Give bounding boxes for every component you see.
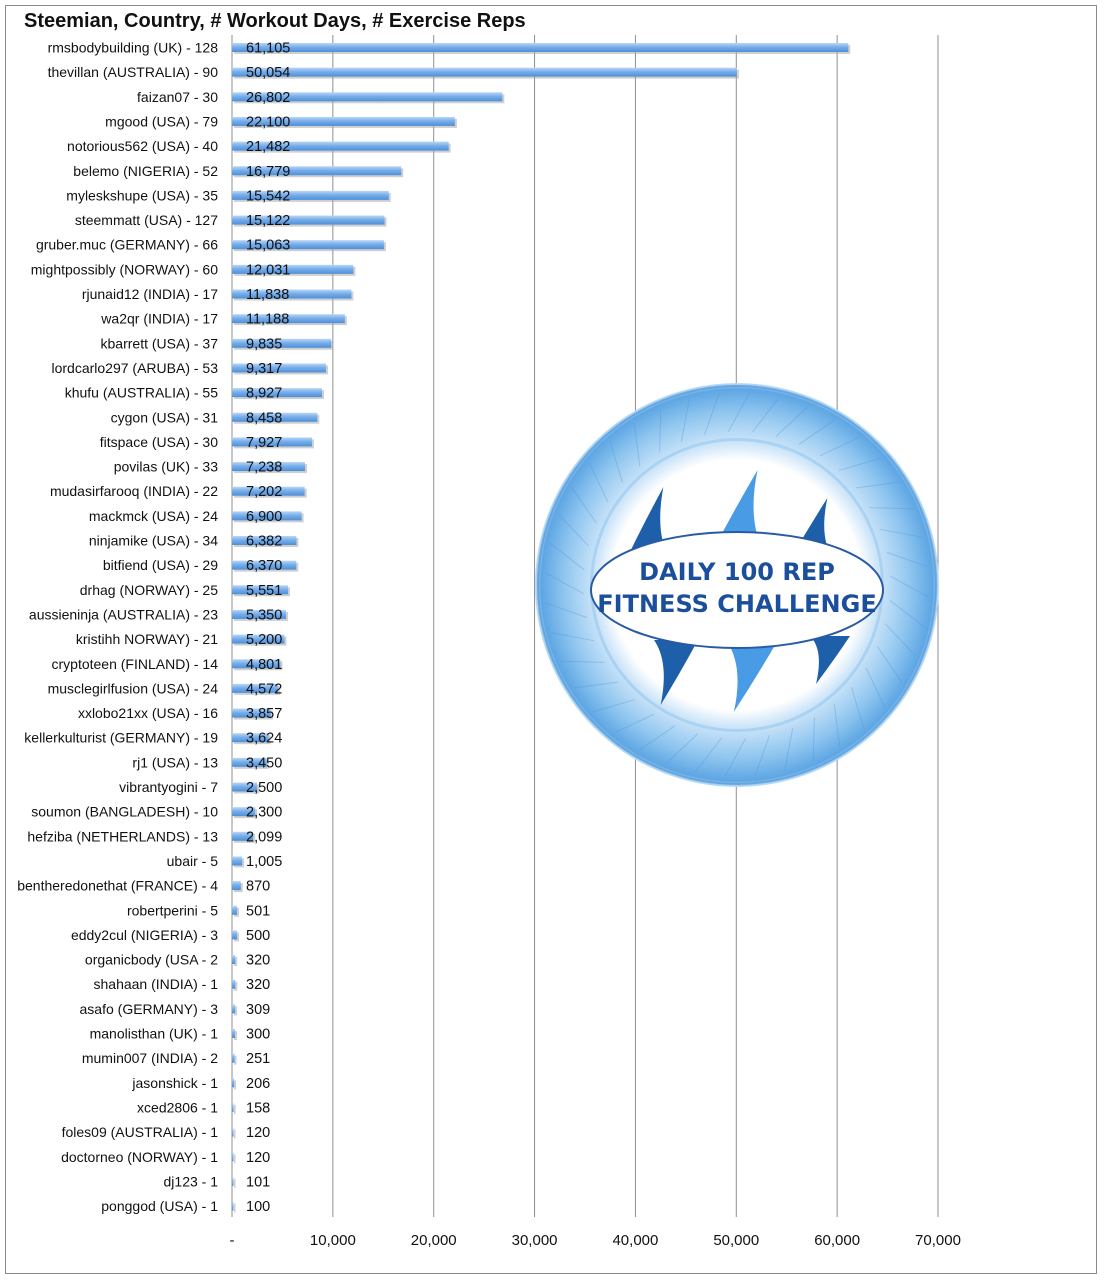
category-label: musclegirlfusion (USA) - 24 <box>47 680 218 697</box>
data-label: 22,100 <box>246 114 291 131</box>
category-label: povilas (UK) - 33 <box>113 458 218 475</box>
category-label: eddy2cul (NIGERIA) - 3 <box>70 926 218 943</box>
category-label: gruber.muc (GERMANY) - 66 <box>35 236 218 253</box>
category-label: vibrantyogini - 7 <box>119 779 218 795</box>
x-tick-label: - <box>229 1232 235 1249</box>
category-label: kellerkulturist (GERMANY) - 19 <box>24 729 218 746</box>
category-label: foles09 (AUSTRALIA) - 1 <box>61 1124 218 1141</box>
category-label: rmsbodybuilding (UK) - 128 <box>47 39 218 56</box>
data-label: 9,317 <box>246 360 283 377</box>
bar <box>232 1004 235 1013</box>
bar <box>232 906 237 915</box>
data-label: 101 <box>246 1174 271 1191</box>
data-label: 120 <box>246 1149 271 1166</box>
bar-shadow <box>234 1154 236 1163</box>
logo-text-line1: DAILY 100 REP <box>639 558 835 586</box>
category-label: mightpossibly (NORWAY) - 60 <box>30 261 218 278</box>
category-label: fitspace (USA) - 30 <box>99 433 218 450</box>
category-label: dj123 - 1 <box>163 1173 218 1190</box>
data-label: 3,857 <box>246 706 283 723</box>
bar <box>232 980 235 989</box>
bar <box>232 930 237 939</box>
data-label: 120 <box>246 1125 271 1142</box>
category-label: xxlobo21xx (USA) - 16 <box>77 705 218 722</box>
data-label: 6,900 <box>246 508 283 525</box>
data-label: 501 <box>246 903 271 920</box>
bar <box>232 1177 234 1186</box>
data-label: 15,063 <box>246 237 291 254</box>
data-label: 7,927 <box>246 434 283 451</box>
data-label: 251 <box>246 1051 271 1068</box>
bar <box>232 1078 234 1087</box>
data-label: 11,188 <box>246 311 290 328</box>
bar-shadow <box>234 1204 236 1213</box>
data-label: 320 <box>246 952 271 969</box>
category-label: khufu (AUSTRALIA) - 55 <box>64 384 218 401</box>
category-label: lordcarlo297 (ARUBA) - 53 <box>51 359 218 376</box>
category-label: xced2806 - 1 <box>137 1099 218 1116</box>
data-label: 26,802 <box>246 89 291 106</box>
x-tick-label: 10,000 <box>309 1232 356 1249</box>
category-label: organicbody (USA - 2 <box>84 951 218 968</box>
labels-layer <box>17 40 290 1216</box>
category-label: mgood (USA) - 79 <box>105 113 218 130</box>
data-label: 500 <box>246 927 271 944</box>
data-label: 12,031 <box>246 262 291 279</box>
bar <box>232 1029 235 1038</box>
category-label: notorious562 (USA) - 40 <box>67 138 218 155</box>
data-label: 870 <box>246 878 271 895</box>
category-label: cryptoteen (FINLAND) - 14 <box>51 655 218 672</box>
data-label: 11,838 <box>246 287 290 303</box>
data-label: 300 <box>246 1026 271 1043</box>
data-label: 1,005 <box>246 853 283 870</box>
bar <box>232 1103 234 1112</box>
logo <box>535 383 939 787</box>
bar <box>232 1054 235 1063</box>
bar <box>232 1202 234 1211</box>
bar-shadow <box>234 1080 236 1089</box>
category-label: jasonshick - 1 <box>132 1074 218 1091</box>
data-label: 4,572 <box>246 681 283 698</box>
bar <box>232 955 235 964</box>
category-label: kbarrett (USA) - 37 <box>100 335 218 352</box>
category-label: shahaan (INDIA) - 1 <box>93 976 218 993</box>
bar-shadow <box>234 1130 236 1139</box>
category-label: rjunaid12 (INDIA) - 17 <box>81 286 218 302</box>
x-tick-label: 40,000 <box>612 1232 659 1249</box>
data-label: 9,835 <box>246 336 283 353</box>
bar <box>232 1152 234 1161</box>
data-label: 2,500 <box>246 780 283 796</box>
category-label: steemmatt (USA) - 127 <box>74 212 218 229</box>
category-label: bitfiend (USA) - 29 <box>102 557 218 574</box>
data-label: 309 <box>246 1001 271 1018</box>
data-label: 2,099 <box>246 829 283 846</box>
category-label: thevillan (AUSTRALIA) - 90 <box>47 64 218 81</box>
data-label: 15,122 <box>246 213 291 230</box>
category-label: belemo (NIGERIA) - 52 <box>73 162 218 179</box>
data-label: 61,105 <box>246 40 291 57</box>
category-label: robertperini - 5 <box>126 902 218 919</box>
category-label: myleskshupe (USA) - 35 <box>66 187 218 204</box>
data-label: 50,054 <box>246 65 291 82</box>
x-tick-label: 60,000 <box>814 1232 861 1249</box>
bar-shadow <box>234 1179 236 1188</box>
category-label: mumin007 (INDIA) - 2 <box>81 1050 218 1067</box>
category-label: bentheredonethat (FRANCE) - 4 <box>17 877 218 894</box>
chart-title: Steemian, Country, # Workout Days, # Exercise Reps <box>24 10 526 32</box>
category-label: doctorneo (NORWAY) - 1 <box>61 1148 218 1165</box>
data-label: 206 <box>246 1075 271 1092</box>
bar <box>232 856 242 865</box>
logo-text-line2: FITNESS CHALLENGE <box>597 590 877 618</box>
category-label: mackmck (USA) - 24 <box>88 507 218 524</box>
data-label: 4,801 <box>246 656 283 673</box>
category-label: kristihh NORWAY) - 21 <box>75 631 218 648</box>
data-label: 158 <box>246 1100 271 1117</box>
data-label: 6,370 <box>246 558 283 575</box>
data-label: 16,779 <box>246 163 291 180</box>
data-label: 7,238 <box>246 459 283 476</box>
data-label: 6,382 <box>246 533 283 550</box>
category-label: mudasirfarooq (INDIA) - 22 <box>49 483 218 500</box>
data-label: 21,482 <box>246 139 291 156</box>
category-label: rj1 (USA) - 13 <box>132 754 218 771</box>
category-label: cygon (USA) - 31 <box>110 409 218 426</box>
category-label: faizan07 - 30 <box>137 88 218 105</box>
x-tick-label: 50,000 <box>713 1232 760 1249</box>
category-label: asafo (GERMANY) - 3 <box>79 1000 218 1017</box>
data-label: 100 <box>246 1199 271 1216</box>
x-tick-label: 20,000 <box>410 1232 457 1249</box>
category-label: soumon (BANGLADESH) - 10 <box>31 803 218 820</box>
bar <box>232 43 848 52</box>
data-label: 7,202 <box>246 484 283 501</box>
data-label: 5,551 <box>246 582 283 599</box>
category-label: ninjamike (USA) - 34 <box>88 532 218 549</box>
data-label: 5,200 <box>246 632 283 649</box>
category-label: aussieninja (AUSTRALIA) - 23 <box>28 606 218 623</box>
category-label: wa2qr (INDIA) - 17 <box>101 310 218 327</box>
bar-shadow <box>234 1105 236 1114</box>
category-label: manolisthan (UK) - 1 <box>89 1025 218 1042</box>
data-label: 320 <box>246 977 271 994</box>
x-tick-label: 70,000 <box>915 1232 961 1249</box>
data-label: 8,927 <box>246 385 283 402</box>
category-label: ubair - 5 <box>166 852 218 869</box>
bar <box>232 881 241 890</box>
category-label: ponggod (USA) - 1 <box>101 1198 218 1215</box>
data-label: 2,300 <box>246 804 283 821</box>
data-label: 3,624 <box>246 730 283 747</box>
category-label: drhag (NORWAY) - 25 <box>79 581 218 598</box>
data-label: 15,542 <box>246 188 291 205</box>
category-label: hefziba (NETHERLANDS) - 13 <box>27 828 218 845</box>
x-tick-label: 30,000 <box>511 1232 558 1249</box>
data-label: 5,350 <box>246 607 283 624</box>
bar <box>232 68 737 77</box>
data-label: 3,450 <box>246 755 283 772</box>
bar <box>232 1128 234 1137</box>
data-label: 8,458 <box>246 410 283 427</box>
